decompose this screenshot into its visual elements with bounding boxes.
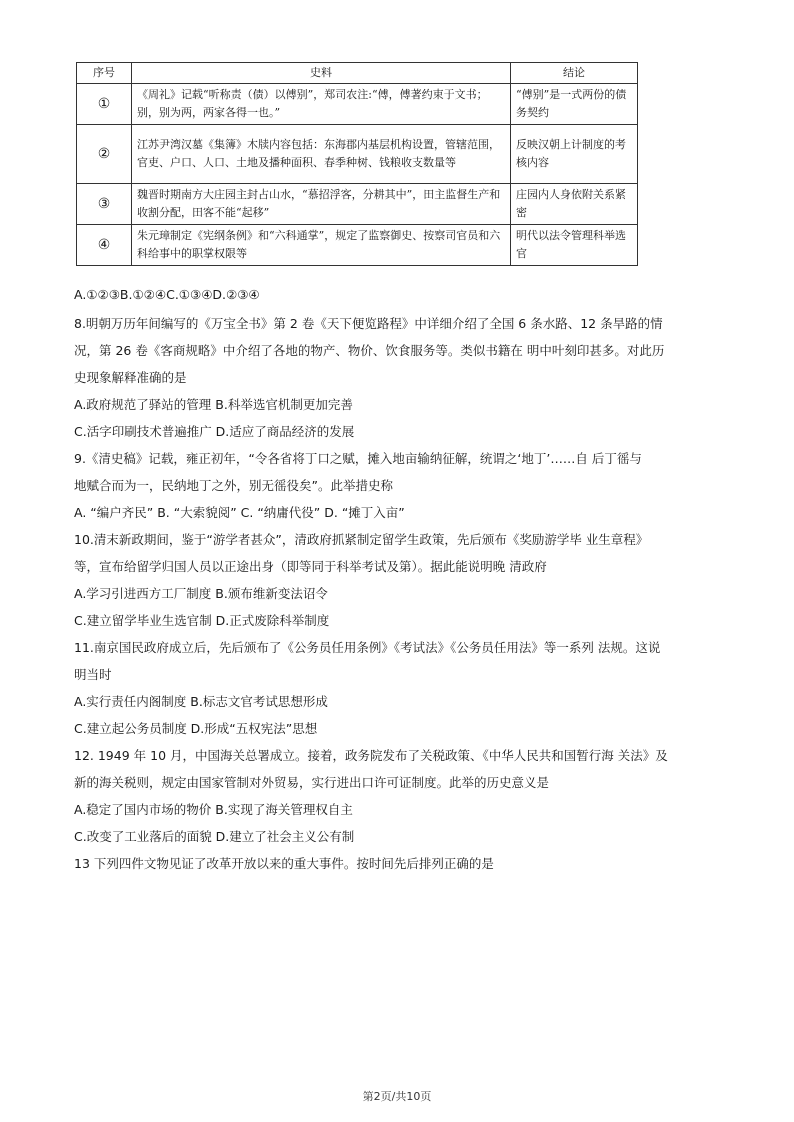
row-source: 《周礼》记载“听称责（债）以傅别”，郑司农注:“傅，傅著约束于文书；别，别为两，两家各得一也。” (132, 84, 511, 125)
row-source: 江苏尹湾汉墓《集簿》木牍内容包括：东海郡内基层机构设置，管辖范围，官吏、户口、人口、土地及播种面积、春季种树、钱粮收支数量等 (132, 125, 511, 184)
header-index: 序号 (77, 63, 132, 84)
header-conclusion: 结论 (511, 63, 638, 84)
table-header-row (77, 63, 638, 84)
q12-options-cd: C.改变了工业落后的面貌 D.建立了社会主义公有制 (74, 829, 355, 844)
header-source: 史料 (132, 63, 511, 84)
q8-stem-line: 8.明朝万历年间编写的《万宝全书》第 2 卷《天下便览路程》中详细介绍了全国 6 条水路、12 条旱路的情 (74, 316, 663, 331)
q12-options-ab: A.稳定了国内市场的物价 B.实现了海关管理权自主 (74, 802, 353, 817)
q8-options-ab: A.政府规范了驿站的管理 B.科举选官机制更加完善 (74, 397, 353, 412)
q13-stem-line: 13 下列四件文物见证了改革开放以来的重大事件。按时间先后排列正确的是 (74, 856, 494, 871)
row-conclusion: 明代以法令管理科举选官 (511, 225, 638, 266)
row-source: 魏晋时期南方大庄园主封占山水，“慕招浮客，分耕其中”，田主监督生产和收割分配，田客不能“起移” (132, 184, 511, 225)
q10-stem-line: 等，宣布给留学归国人员以正途出身（即等同于科举考试及第）。据此能说明晚 清政府 (74, 559, 547, 574)
q7-options: A.①②③B.①②④C.①③④D.②③④ (74, 287, 260, 302)
row-conclusion: 庄园内人身依附关系紧密 (511, 184, 638, 225)
q12-stem-line: 12. 1949 年 10 月，中国海关总署成立。接着，政务院发布了关税政策、《中华人民共和国暂行海 关法》及 (74, 748, 668, 763)
q8-stem-line: 况，第 26 卷《客商规略》中介绍了各地的物产、物价、饮食服务等。类似书籍在 明中叶刻印甚多。对此历 (74, 343, 665, 358)
q10-options-cd: C.建立留学毕业生选官制 D.正式废除科举制度 (74, 613, 330, 628)
table-row (77, 225, 638, 266)
q11-stem-line: 11.南京国民政府成立后，先后颁布了《公务员任用条例》《考试法》《公务员任用法》等一系列 法规。这说 (74, 640, 661, 655)
row-conclusion: 反映汉朝上计制度的考核内容 (511, 125, 638, 184)
table-row (77, 184, 638, 225)
row-index: ③ (77, 184, 132, 225)
row-index: ② (77, 125, 132, 184)
q8-stem-line: 史现象解释准确的是 (74, 370, 187, 385)
row-source: 朱元璋制定《宪纲条例》和“六科通掌”，规定了监察御史、按察司官员和六科给事中的职掌权限等 (132, 225, 511, 266)
q10-stem-line: 10.清末新政期间，鉴于“游学者甚众”，清政府抓紧制定留学生政策，先后颁布《奖励游学毕 业生章程》 (74, 532, 649, 547)
table-row (77, 125, 638, 184)
page-number: 第2页/共10页 (362, 1090, 432, 1103)
row-index: ④ (77, 225, 132, 266)
q12-stem-line: 新的海关税则，规定由国家管制对外贸易，实行进出口许可证制度。此举的历史意义是 (74, 775, 550, 790)
q11-stem-line: 明当时 (74, 667, 112, 682)
q8-options-cd: C.活字印刷技术普遍推广 D.适应了商品经济的发展 (74, 424, 355, 439)
q11-options-cd: C.建立起公务员制度 D.形成“五权宪法”思想 (74, 721, 318, 736)
row-index: ① (77, 84, 132, 125)
source-table (76, 62, 638, 266)
q11-options-ab: A.实行责任内阁制度 B.标志文官考试思想形成 (74, 694, 328, 709)
q9-stem-line: 9.《清史稿》记载，雍正初年，“令各省将丁口之赋，摊入地亩输纳征解，统谓之‘地丁’……自 后丁徭与 (74, 451, 642, 466)
q9-stem-line: 地赋合而为一，民纳地丁之外，别无徭役矣”。此举措史称 (74, 478, 393, 493)
row-conclusion: “傅别”是一式两份的债务契约 (511, 84, 638, 125)
q9-options: A. “编户齐民” B. “大索貌阅” C. “纳庸代役” D. “摊丁入亩” (74, 505, 405, 520)
q10-options-ab: A.学习引进西方工厂制度 B.颁布维新变法诏令 (74, 586, 328, 601)
table-row (77, 84, 638, 125)
